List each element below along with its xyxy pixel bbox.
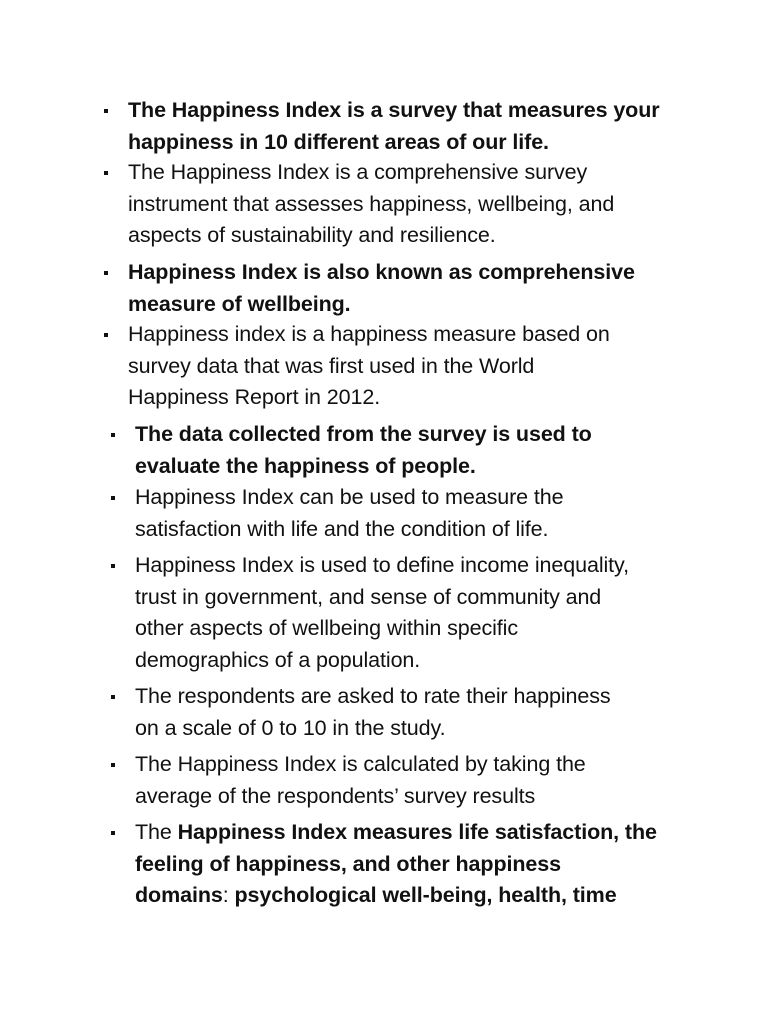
bullet-marker <box>104 257 128 289</box>
bullet-marker <box>111 817 135 849</box>
bullet-item-6 <box>111 482 711 545</box>
bullet-marker <box>111 550 135 582</box>
bullet-text: The respondents are asked to rate their happiness on a scale of 0 to 10 in the study. <box>135 684 611 740</box>
bullet-item-10 <box>111 817 711 912</box>
bullet-marker <box>111 419 135 451</box>
bullet-item-4 <box>104 319 704 414</box>
bullet-text: Happiness index is a happiness measure based on survey data that was first used in the World Happiness Report in 2012. <box>128 322 610 409</box>
bullet-text: The Happiness Index is a survey that measures your happiness in 10 different areas of our life. <box>128 98 660 154</box>
bullet-item-9 <box>111 749 711 812</box>
bullet-marker <box>111 681 135 713</box>
bullet-text: The Happiness Index measures life satisfaction, the feeling of happiness, and other happiness domains: psychological well-being, health, time <box>135 817 657 912</box>
bullet-text: The data collected from the survey is used to evaluate the happiness of people. <box>135 422 592 478</box>
bullet-marker <box>111 749 135 781</box>
bullet-text: Happiness Index is used to define income inequality, trust in government, and sense of community and other aspects of wellbeing within specific demographics of a population. <box>135 553 629 672</box>
bullet-line: The Happiness Index measures life satisfaction, the <box>135 820 657 844</box>
bullet-item-7 <box>111 550 711 676</box>
bullet-marker <box>104 157 128 189</box>
bullet-marker <box>104 319 128 351</box>
bullet-item-5 <box>111 419 711 482</box>
bullet-item-1 <box>104 95 704 158</box>
bullet-item-2 <box>104 157 704 252</box>
bullet-marker <box>104 95 128 127</box>
bullet-item-8 <box>111 681 711 744</box>
bullet-text: The Happiness Index is a comprehensive survey instrument that assesses happiness, wellbeing, and aspects of sustainability and resilience. <box>128 160 615 247</box>
bullet-text: Happiness Index can be used to measure the satisfaction with life and the condition of life. <box>135 485 564 541</box>
bullet-text: Happiness Index is also known as comprehensive measure of wellbeing. <box>128 260 635 316</box>
bullet-text: The Happiness Index is calculated by taking the average of the respondents’ survey results <box>135 752 586 808</box>
bullet-marker <box>111 482 135 514</box>
bullet-line: domains: psychological well-being, health, time <box>135 883 617 907</box>
bullet-item-3 <box>104 257 704 320</box>
